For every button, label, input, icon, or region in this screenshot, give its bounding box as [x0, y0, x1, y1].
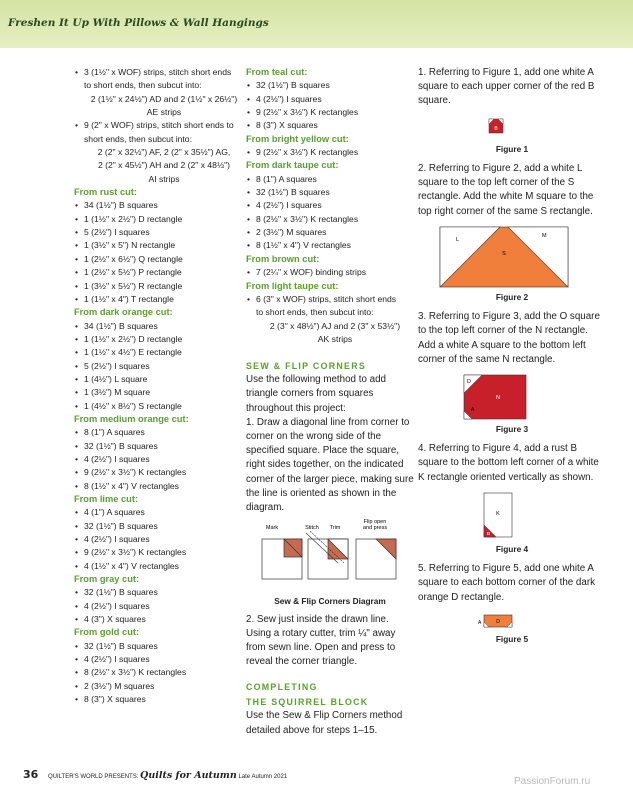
list-item: • 8 (1") A squares — [246, 173, 414, 186]
list-item: • 6 (3" x WOF) strips, stitch short ends to short ends, then subcut into: 2 (3" x 48½") AJ and 2 (3" x 53½") AK strips — [246, 293, 414, 346]
list-teal — [246, 79, 414, 132]
list-item: • 4 (2½") I squares — [246, 199, 414, 212]
list-item: • 1 (3½") M square — [74, 386, 244, 399]
list-item: • 4 (1") A squares — [74, 506, 244, 519]
step-4: 4. Referring to Figure 4, add a rust B square to the bottom left corner of a white K rectangle oriented vertically as shown. — [418, 443, 599, 483]
publication-prefix: QUILTER'S WORLD PRESENTS: — [47, 774, 139, 780]
fig2-label-m: M — [542, 232, 547, 239]
list-item: • 8 (3") X squares — [246, 119, 414, 132]
fig1-label-b: B — [494, 125, 498, 132]
completing-heading-2: THE SQUIRREL BLOCK — [246, 697, 369, 708]
watermark: PassionForum.ru — [514, 776, 591, 787]
fig4-label-b: B — [487, 530, 491, 536]
list-item: • 9 (2½" x 3½") K rectangles — [74, 546, 244, 559]
fig4-label-k: K — [496, 510, 500, 517]
list-item: • 32 (1½") B squares — [74, 586, 244, 599]
list-item: • 1 (3½" x 5½") R rectangle — [74, 280, 244, 293]
section-heading-dark-taupe: From dark taupe cut: — [246, 160, 339, 171]
list-item: • 1 (2½" x 5½") P rectangle — [74, 266, 244, 279]
figure-3 — [418, 371, 606, 423]
list-lime — [74, 506, 244, 573]
list-dark-orange — [74, 320, 244, 413]
list-item: • 32 (1½") B squares — [74, 440, 244, 453]
list-item: • 32 (1½") B squares — [74, 520, 244, 533]
list-item: • 1 (4½" x 8½") S rectangle — [74, 400, 244, 413]
section-heading-rust: From rust cut: — [74, 187, 138, 198]
diagram-label-mark: Mark — [265, 525, 279, 532]
figure-3-svg — [418, 371, 606, 423]
list-item: • 32 (1½") B squares — [246, 79, 414, 92]
section-heading-brown: From brown cut: — [246, 253, 320, 264]
list-item: • 4 (2½") I squares — [74, 653, 244, 666]
list-item: • 34 (1½") B squares — [74, 320, 244, 333]
fig5-label-d: D — [496, 618, 500, 625]
list-item: • 9 (2½" x 3½") K rectangles — [246, 106, 414, 119]
section-heading-medium-orange: From medium orange cut: — [74, 413, 189, 424]
list-dark-taupe — [246, 173, 414, 253]
figure-5 — [418, 609, 606, 633]
fig5-label-a: A — [478, 619, 482, 626]
column-1 — [74, 66, 244, 707]
page-number: 36 — [23, 768, 39, 781]
list-item: • 4 (2½") I squares — [74, 453, 244, 466]
section-heading-light-taupe: From light taupe cut: — [246, 280, 339, 291]
list-item: • 4 (1½" x 4") V rectangles — [74, 560, 244, 573]
list-item: • 1 (4½") L square — [74, 373, 244, 386]
sew-flip-step2: 2. Sew just inside the drawn line. Using a rotary cutter, trim ¼" away from sewn line. Open and press to reveal the corner triangle. — [246, 613, 396, 668]
section-heading-teal: From teal cut: — [246, 67, 308, 77]
list-item: • 1 (1½" x 2½") D rectangle — [74, 333, 244, 346]
fig3-label-a: A — [471, 406, 475, 413]
list-gray — [74, 586, 244, 626]
list-item: • 4 (3") X squares — [74, 613, 244, 626]
sew-flip-step1: 1. Draw a diagonal line from corner to corner on the wrong side of the specified square. Place the square, right sides together, on the indicated corner of the larger piece, making sure the line is oriented as shown in the diagram. — [246, 416, 414, 514]
list-brown — [246, 266, 414, 279]
list-item: • 9 (2½" x 3½") K rectangles — [74, 466, 244, 479]
fig3-label-d: D — [467, 378, 471, 385]
diagram-label-flip: Flip open — [363, 519, 387, 526]
figure-1-caption: Figure 1 — [495, 143, 529, 154]
fig2-label-l: L — [456, 236, 460, 243]
list-item: • 32 (1½") B squares — [74, 640, 244, 653]
list-item: • 7 (2¼" x WOF) binding strips — [246, 266, 414, 279]
list-item: • 8 (2½" x 3½") K rectangles — [74, 666, 244, 679]
section-heading-gray: From gray cut: — [74, 574, 140, 585]
list-item: • 2 (3½") M squares — [74, 680, 244, 693]
figure-4-caption: Figure 4 — [495, 543, 529, 554]
figure-2 — [418, 223, 606, 291]
list-light-taupe — [246, 293, 414, 346]
page-footer — [23, 768, 287, 781]
list-item: • 8 (1½" x 4") V rectangles — [74, 480, 244, 493]
sew-flip-diagram-svg — [246, 519, 414, 595]
step-3: 3. Referring to Figure 3, add the O square to the top left corner of the N rectangle. Add a white A square to the bottom left corner of the same N rectangle. — [418, 311, 600, 365]
list-item: • 2 (3½") M squares — [246, 226, 414, 239]
diagram-label-stitch: Stitch — [305, 525, 319, 532]
intro-list — [74, 66, 244, 186]
list-item: • 4 (2½") I squares — [74, 600, 244, 613]
step-2: 2. Referring to Figure 2, add a white L square to the top left corner of the S rectangle. Add the white M square to the top right corner of the same S rectangle. — [418, 162, 594, 217]
step-1: 1. Referring to Figure 1, add one white A square to each upper corner of the red B square. — [418, 67, 595, 107]
figure-1-svg — [418, 109, 606, 143]
diagram-label-press: and press — [362, 525, 388, 532]
running-header-title: Freshen It Up With Pillows & Wall Hangings — [8, 17, 269, 29]
list-bright-yellow — [246, 146, 414, 159]
list-item: • 4 (2½") I squares — [74, 533, 244, 546]
sew-flip-diagram — [246, 519, 414, 595]
figure-4-svg — [418, 489, 606, 543]
publication-edition: Late Autumn 2021 — [238, 774, 288, 780]
sew-flip-intro: Use the following method to add triangle corners from squares throughout this project: — [246, 374, 386, 414]
list-item: • 34 (1½") B squares — [74, 199, 244, 212]
list-item: • 4 (2½") I squares — [246, 93, 414, 106]
list-gold — [74, 640, 244, 707]
completing-heading-1: COMPLETING — [246, 682, 318, 693]
figure-2-svg — [418, 223, 606, 291]
list-item: • 8 (3") X squares — [74, 693, 244, 706]
figure-5-svg — [418, 609, 606, 633]
list-item: • 1 (3½" x 5") N rectangle — [74, 239, 244, 252]
section-heading-lime: From lime cut: — [74, 494, 139, 504]
fig2-label-s: S — [502, 250, 506, 257]
step-5: 5. Referring to Figure 5, add one white A square to each bottom corner of the dark orange D rectangle. — [418, 563, 595, 603]
sew-flip-caption: Sew & Flip Corners Diagram — [274, 596, 386, 607]
sew-flip-heading: SEW & FLIP CORNERS — [246, 361, 367, 372]
list-item: • 1 (1½" x 4½") E rectangle — [74, 346, 244, 359]
fig3-label-n: N — [496, 394, 500, 401]
list-item: • 8 (1") A squares — [74, 426, 244, 439]
list-item: • 8 (2½" x 3½") K rectangles — [246, 213, 414, 226]
diagram-label-trim: Trim — [329, 525, 341, 532]
figure-1 — [418, 109, 606, 143]
list-item: • 3 (1½" x WOF) strips, stitch short ends to short ends, then subcut into: 2 (1½" x 24½") AD and 2 (1½" x 26½") AE strips — [74, 66, 244, 119]
list-item: • 8 (1½" x 4") V rectangles — [246, 239, 414, 252]
figure-3-caption: Figure 3 — [495, 423, 529, 434]
column-3 — [418, 66, 606, 646]
list-item: • 9 (2" x WOF) strips, stitch short ends to short ends, then subcut into: 2 (2" x 32½") AF, 2 (2" x 35½") AG, 2 (2" x 45½") AH and 2 (2" x 48½") AI strips — [74, 119, 244, 186]
list-item: • 5 (2½") I squares — [74, 360, 244, 373]
list-item: • 1 (2½" x 6½") Q rectangle — [74, 253, 244, 266]
list-item: • 9 (2½" x 3½") K rectangles — [246, 146, 414, 159]
list-rust — [74, 199, 244, 306]
figure-5-caption: Figure 5 — [495, 633, 529, 644]
section-heading-bright-yellow: From bright yellow cut: — [246, 133, 349, 144]
publication-title: Quilts for Autumn — [140, 770, 237, 781]
list-item: • 1 (1½" x 2½") D rectangle — [74, 213, 244, 226]
figure-2-caption: Figure 2 — [495, 291, 529, 302]
list-item: • 1 (1½" x 4") T rectangle — [74, 293, 244, 306]
figure-4 — [418, 489, 606, 543]
completing-text: Use the Sew & Flip Corners method detailed above for steps 1–15. — [246, 710, 403, 736]
section-heading-dark-orange: From dark orange cut: — [74, 307, 173, 318]
list-item: • 32 (1½") B squares — [246, 186, 414, 199]
section-heading-gold: From gold cut: — [74, 627, 140, 638]
column-2 — [246, 66, 414, 738]
list-medium-orange — [74, 426, 244, 493]
list-item: • 5 (2½") I squares — [74, 226, 244, 239]
